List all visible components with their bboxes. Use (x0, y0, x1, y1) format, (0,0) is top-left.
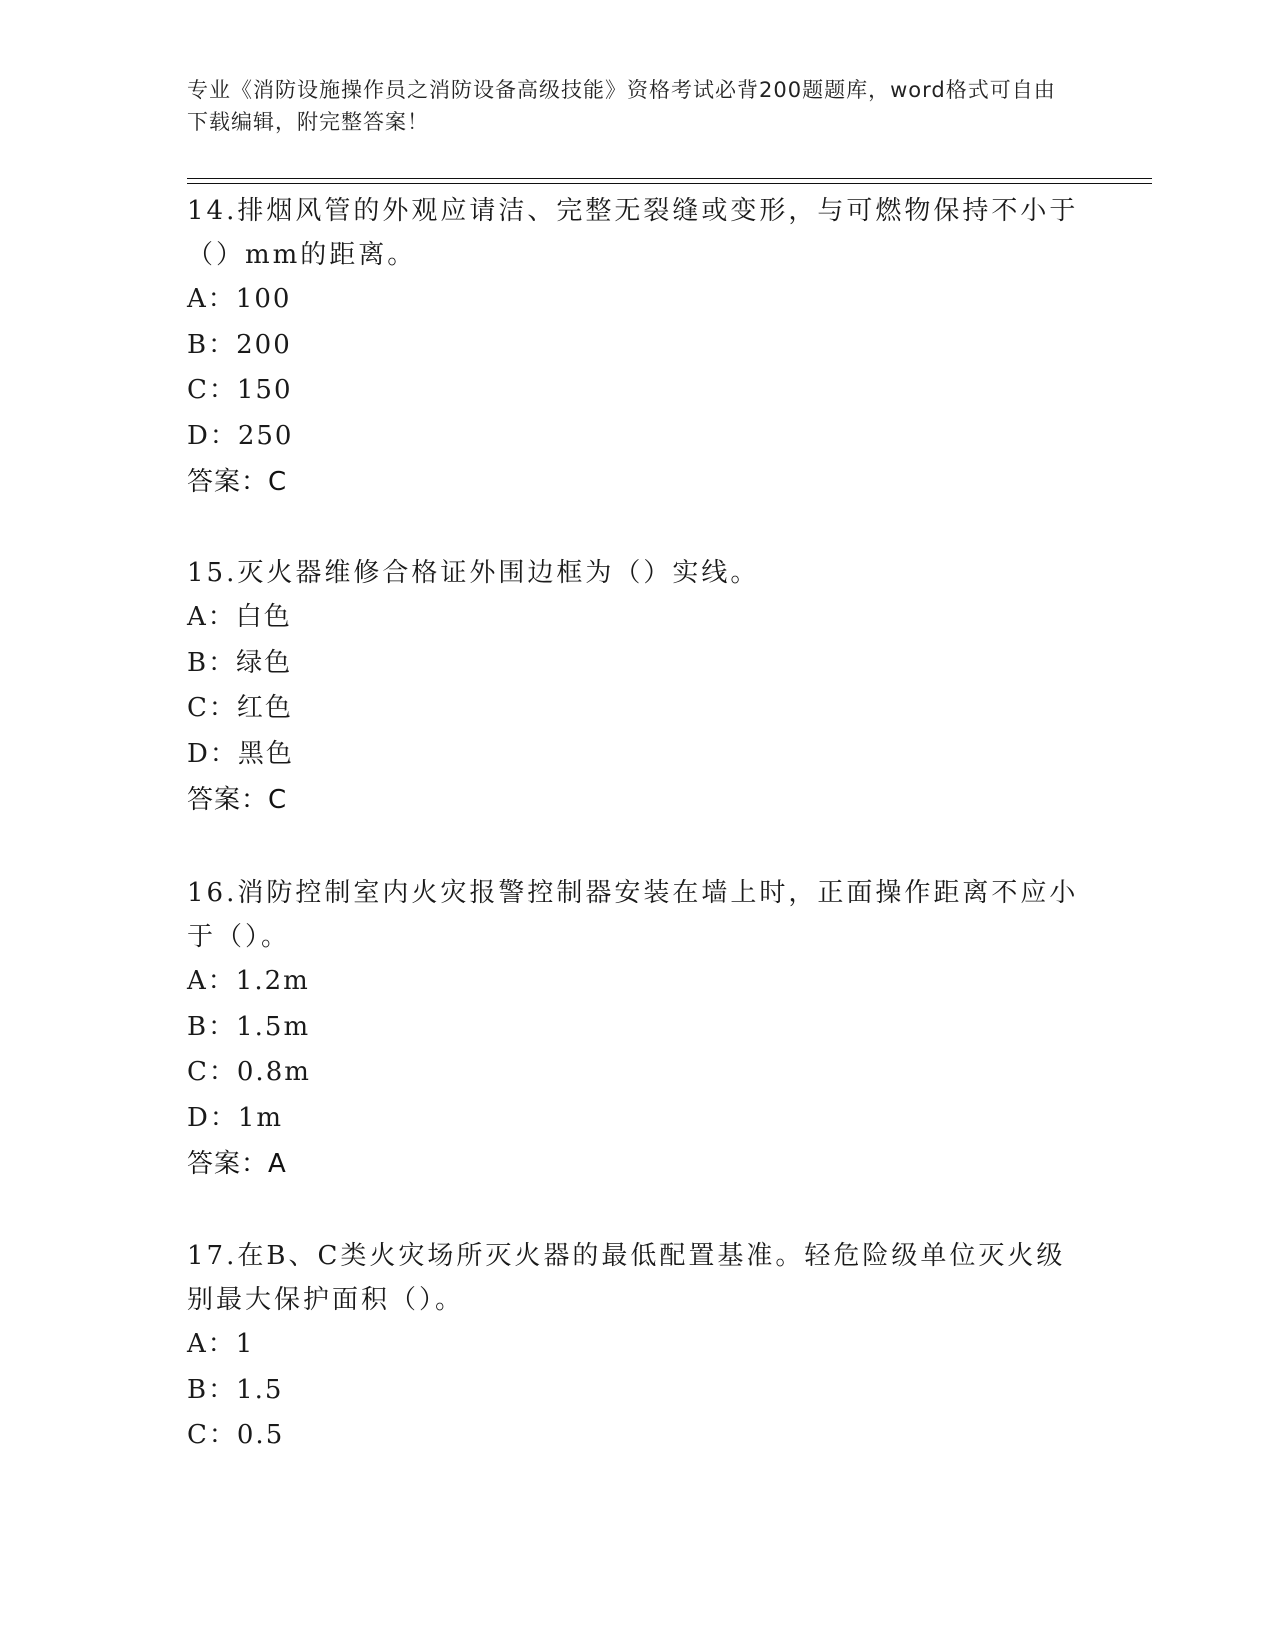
option-d: D：黑色 (187, 738, 294, 769)
question-stem: 14.排烟风管的外观应请洁、完整无裂缝或变形，与可燃物保持不小于（）mm的距离。 (187, 196, 1079, 270)
option-c: C：150 (187, 375, 293, 405)
option-d: D：1m (187, 1102, 284, 1133)
question-stem: 16.消防控制室内火灾报警控制器安装在墙上时，正面操作距离不应小于（）。 (187, 878, 1079, 952)
option-d: D：250 (187, 420, 294, 451)
document-header: 专业《消防设施操作员之消防设备高级技能》资格考试必背200题题库，word格式可自由下载编辑，附完整答案！ (187, 78, 1056, 134)
option-a: A：白色 (187, 602, 292, 632)
option-c: C：红色 (187, 693, 293, 723)
question-stem: 15.灭火器维修合格证外围边框为（）实线。 (187, 558, 760, 588)
question-16 (187, 871, 1087, 1187)
option-a: A：1.2m (187, 966, 310, 996)
answer: 答案：C (187, 467, 288, 497)
answer: 答案：A (187, 1149, 287, 1179)
question-15 (187, 551, 1087, 823)
header-divider-top (187, 178, 1152, 179)
header-divider-bottom (187, 183, 1152, 184)
answer: 答案：C (187, 785, 288, 815)
question-stem: 17.在B、C类火灾场所灭火器的最低配置基准。轻危险级单位灭火级别最大保护面积（）。 (187, 1241, 1066, 1315)
option-b: B：200 (187, 329, 292, 360)
question-17 (187, 1234, 1087, 1459)
option-b: B：1.5m (187, 1011, 311, 1042)
question-14 (187, 189, 1087, 505)
option-b: B：1.5 (187, 1374, 284, 1405)
option-c: C：0.5 (187, 1420, 285, 1450)
option-a: A：100 (187, 284, 292, 314)
option-a: A：1 (187, 1329, 255, 1359)
option-c: C：0.8m (187, 1057, 311, 1087)
option-b: B：绿色 (187, 647, 293, 678)
